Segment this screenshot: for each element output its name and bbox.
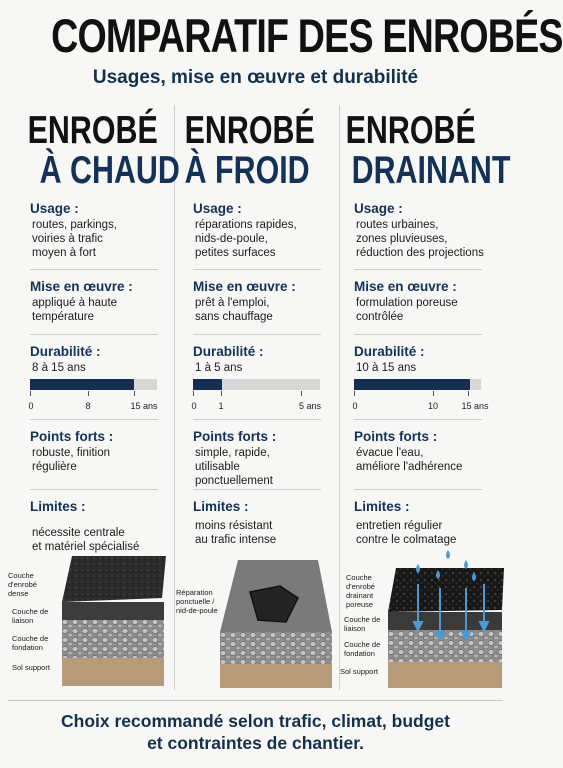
page-subtitle: Usages, mise en œuvre et durabilité xyxy=(92,67,419,88)
points-forts-label: Points forts : xyxy=(193,429,277,444)
mise-en-oeuvre-text: appliqué à haute température xyxy=(32,297,118,323)
column-heading-line1: ENROBÉ xyxy=(345,109,476,152)
usage-text: routes, parkings, voiries à trafic moyen à fort xyxy=(32,219,118,259)
callout-label: Sol support xyxy=(340,667,378,676)
divider xyxy=(193,334,321,335)
divider xyxy=(30,489,158,490)
axis-tick xyxy=(354,391,355,396)
tick-label: 8 xyxy=(85,401,91,411)
subgrade-layer xyxy=(62,658,164,686)
pothole-repair-illustration xyxy=(220,560,332,688)
divider xyxy=(193,419,321,420)
divider xyxy=(30,419,158,420)
points-forts-text: simple, rapide, utilisable ponctuellement xyxy=(195,447,273,487)
usage-label: Usage : xyxy=(354,201,403,216)
tick-label: 10 xyxy=(427,401,439,411)
usage-text: routes urbaines, zones pluvieuses, réduction des projections xyxy=(356,219,484,259)
tick-label: 1 xyxy=(218,401,224,411)
durability-bar xyxy=(193,379,320,390)
callout-label: Couche de fondation xyxy=(344,640,381,658)
footer-divider xyxy=(8,700,503,701)
column-heading-line2: DRAINANT xyxy=(351,149,511,192)
durability-bar-fill xyxy=(193,379,222,390)
foundation-layer xyxy=(388,630,502,662)
column-heading-line1: ENROBÉ xyxy=(184,109,315,152)
foundation-layer xyxy=(220,632,332,664)
divider xyxy=(30,334,158,335)
divider xyxy=(354,269,482,270)
callout-label: Couche de fondation xyxy=(12,634,49,652)
tick-label: 0 xyxy=(352,401,358,411)
usage-label: Usage : xyxy=(193,201,242,216)
callout-label: Couche de liaison xyxy=(12,607,49,625)
tick-label: 15 ans xyxy=(461,401,489,411)
axis-tick xyxy=(221,391,222,396)
foundation-layer xyxy=(62,620,164,658)
subgrade-layer xyxy=(388,662,502,688)
durabilite-text: 10 à 15 ans xyxy=(356,362,417,374)
tick-label: 15 ans xyxy=(130,401,158,411)
mise-en-oeuvre-label: Mise en œuvre : xyxy=(193,279,296,294)
divider xyxy=(30,269,158,270)
limites-label: Limites : xyxy=(193,499,249,514)
points-forts-label: Points forts : xyxy=(354,429,438,444)
durability-bar-fill xyxy=(30,379,134,390)
axis-tick xyxy=(193,391,194,396)
layer-cross-section-chaud xyxy=(62,556,166,688)
divider xyxy=(354,419,482,420)
axis-tick xyxy=(301,391,302,396)
axis-tick xyxy=(468,391,469,396)
usage-text: réparations rapides, nids-de-poule, petites surfaces xyxy=(195,219,297,259)
durability-bar xyxy=(354,379,481,390)
binder-layer xyxy=(62,602,164,620)
callout-label: Couche d'enrobé dense xyxy=(8,571,37,598)
axis-tick xyxy=(433,391,434,396)
layer-cross-section-drainant xyxy=(388,550,504,688)
divider xyxy=(193,489,321,490)
porous-layer xyxy=(388,568,504,612)
column-heading-line1: ENROBÉ xyxy=(27,109,158,152)
callout-label: Sol support xyxy=(12,663,50,672)
durabilite-text: 8 à 15 ans xyxy=(32,362,86,374)
durability-bar-fill xyxy=(354,379,470,390)
tick-label: 0 xyxy=(28,401,34,411)
callout-label: Couche de liaison xyxy=(344,615,381,633)
limites-label: Limites : xyxy=(354,499,410,514)
page-title: COMPARATIF DES ENROBÉS xyxy=(51,9,563,62)
callout-label: Réparation ponctuelle / nid-de-poule xyxy=(176,588,218,615)
durabilite-label: Durabilité : xyxy=(30,344,101,359)
mise-en-oeuvre-label: Mise en œuvre : xyxy=(354,279,457,294)
mise-en-oeuvre-label: Mise en œuvre : xyxy=(30,279,133,294)
dense-layer-surface xyxy=(62,556,166,602)
limites-text: entretien régulier contre le colmatage xyxy=(356,520,457,546)
durabilite-label: Durabilité : xyxy=(193,344,264,359)
durabilite-text: 1 à 5 ans xyxy=(195,362,243,374)
points-forts-text: robuste, finition régulière xyxy=(32,447,110,473)
mise-en-oeuvre-text: formulation poreuse contrôlée xyxy=(356,297,458,323)
points-forts-text: évacue l'eau, améliore l'adhérence xyxy=(356,447,463,473)
mise-en-oeuvre-text: prêt à l'emploi, sans chauffage xyxy=(195,297,273,323)
callout-label: Couche d'enrobé drainant poreuse xyxy=(346,573,375,609)
durability-bar xyxy=(30,379,157,390)
durabilite-label: Durabilité : xyxy=(354,344,425,359)
axis-tick xyxy=(134,391,135,396)
divider xyxy=(354,489,482,490)
usage-label: Usage : xyxy=(30,201,79,216)
tick-label: 0 xyxy=(191,401,197,411)
column-heading-line2: À CHAUD xyxy=(39,149,180,192)
limites-label: Limites : xyxy=(30,499,86,514)
points-forts-label: Points forts : xyxy=(30,429,114,444)
column-heading-line2: À FROID xyxy=(184,149,310,192)
tick-label: 5 ans xyxy=(298,401,322,411)
divider xyxy=(193,269,321,270)
footer-text: Choix recommandé selon trafic, climat, budget et contraintes de chantier. xyxy=(61,711,450,753)
axis-tick xyxy=(88,391,89,396)
axis-tick xyxy=(30,391,31,396)
limites-text: nécessite centrale et matériel spécialisé xyxy=(32,527,140,553)
divider xyxy=(354,334,482,335)
subgrade-layer xyxy=(220,664,332,688)
limites-text: moins résistant au trafic intense xyxy=(195,520,277,546)
